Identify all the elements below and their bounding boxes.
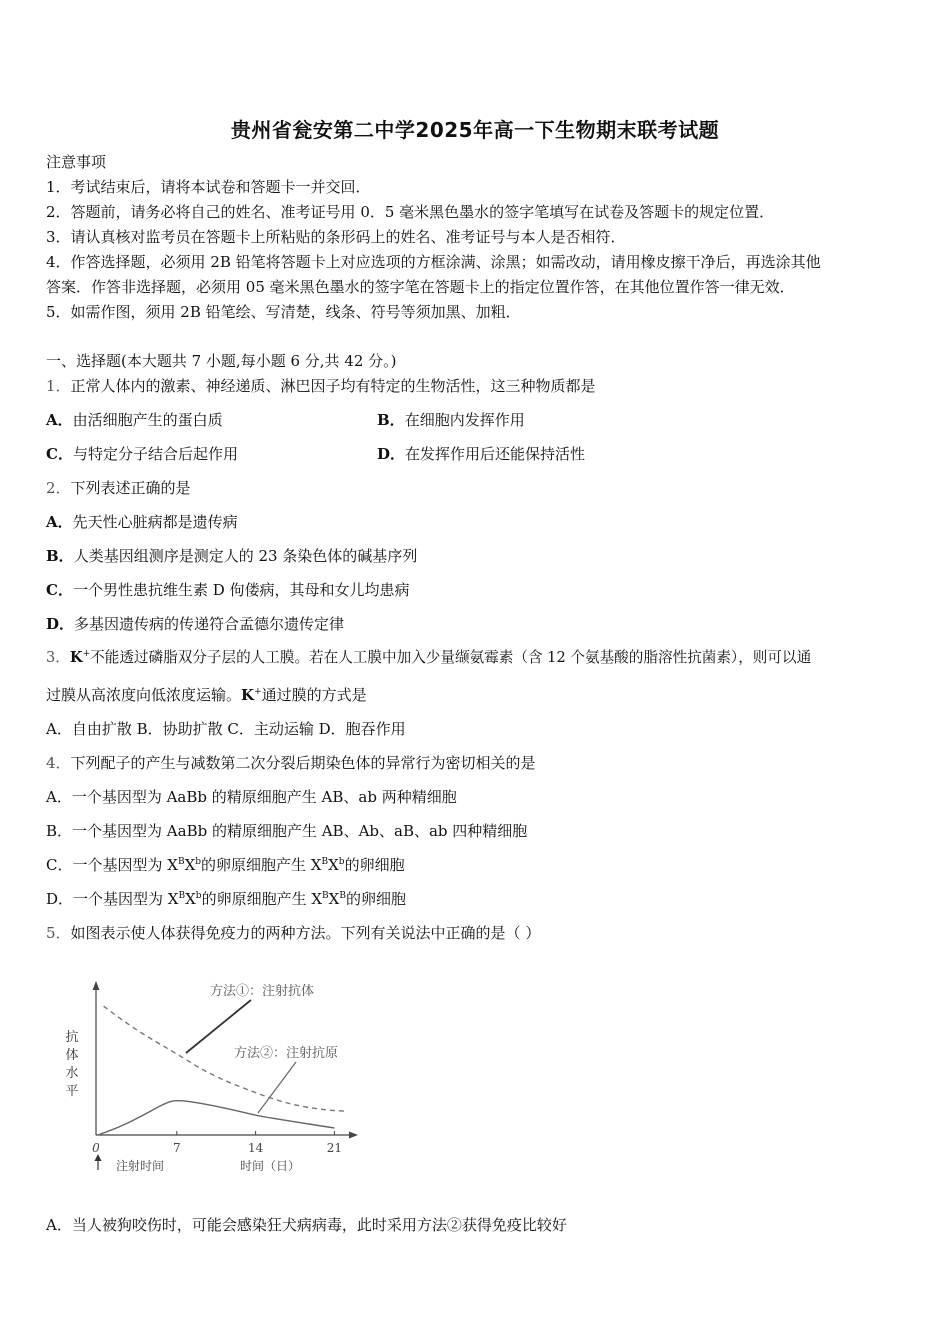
- question-number: 2．: [46, 479, 71, 497]
- option-text: 人类基因组测序是测定人的 23 条染色体的碱基序列: [73, 547, 418, 565]
- notice-item: 2．答题前，请务必将自己的姓名、准考证号用 0．5 毫米黑色墨水的签字笔填写在试卷及答题卡的规定位置．: [46, 203, 775, 221]
- genotype-x: X: [328, 856, 339, 874]
- immunity-chart: [46, 975, 376, 1175]
- x-axis-arrow: [349, 1132, 358, 1139]
- x-tick-label: 21: [326, 1141, 343, 1155]
- question-text: 过膜从高浓度向低浓度运输。: [46, 686, 242, 704]
- option-b: [46, 546, 417, 566]
- option-d: [46, 889, 406, 909]
- potassium-symbol: K: [69, 649, 83, 666]
- question-5-stem: [46, 923, 540, 943]
- option-text: 先天性心脏病都是遗传病: [72, 513, 238, 531]
- option-text: 在发挥作用后还能保持活性: [405, 445, 586, 463]
- question-text: 正常人体内的激素、神经递质、淋巴因子均有特定的生物活性，这三种物质都是: [70, 377, 596, 395]
- option-c: [46, 580, 410, 600]
- genotype-x: X: [185, 890, 196, 908]
- notice-item: 1．考试结束后，请将本试卷和答题卡一并交回．: [46, 178, 371, 196]
- potassium-charge: +: [82, 649, 91, 659]
- legend-antibody: 方法①：注射抗体: [210, 984, 315, 999]
- option-text: 的卵细胞: [344, 856, 405, 874]
- question-2-stem: [46, 478, 191, 498]
- option-text: C．一个基因型为: [46, 856, 168, 874]
- option-a: [46, 410, 223, 430]
- question-number: 4．: [46, 754, 71, 772]
- option-text: 多基因遗传病的传递符合孟德尔遗传定律: [74, 615, 345, 633]
- question-3-stem-cont: [46, 685, 367, 705]
- question-number: 1．: [46, 377, 71, 395]
- option-label: A．: [46, 411, 73, 429]
- potassium-symbol: K: [241, 686, 255, 704]
- option-label: B．: [46, 547, 74, 565]
- option-a: [46, 512, 238, 532]
- option-text: 的卵细胞: [345, 890, 406, 908]
- page-title: 贵州省瓮安第二中学2025年高一下生物期末联考试题: [230, 118, 720, 142]
- x-tick-label: 14: [247, 1141, 264, 1155]
- allele-sup: b: [195, 857, 202, 867]
- genotype-x: X: [311, 890, 323, 908]
- question-3-options: A．自由扩散 B．协助扩散 C．主动运输 D．胞吞作用: [46, 720, 406, 738]
- question-number: 5．: [46, 924, 71, 942]
- genotype-x: X: [184, 856, 196, 874]
- question-5-option-a: A．当人被狗咬伤时，可能会感染狂犬病病毒，此时采用方法②获得免疫比较好: [46, 1216, 567, 1234]
- allele-sup: b: [338, 857, 345, 867]
- potassium-charge: +: [254, 687, 262, 697]
- option-label: C．: [46, 445, 73, 463]
- y-axis-label-char: 平: [65, 1084, 79, 1099]
- allele-sup: B: [321, 857, 329, 867]
- question-number: 3．: [46, 649, 70, 666]
- option-text: 的卵原细胞产生: [201, 890, 312, 908]
- allele-sup: B: [322, 891, 329, 901]
- annotation-pointer-2: [258, 1062, 296, 1113]
- genotype-x: X: [167, 890, 179, 908]
- option-b: [377, 410, 525, 430]
- option-c: [46, 855, 405, 875]
- injection-label: 注射时间: [116, 1159, 165, 1173]
- option-label: D．: [46, 615, 75, 633]
- allele-sup: b: [195, 891, 202, 901]
- option-d: [377, 444, 585, 464]
- option-d: [46, 614, 344, 634]
- question-4-stem: [46, 753, 536, 773]
- notice-item: 5．如需作图，须用 2B 铅笔绘、写清楚，线条、符号等须加黑、加粗．: [46, 303, 521, 321]
- injection-arrow-head: [95, 1154, 102, 1161]
- y-axis-label-char: 水: [65, 1066, 79, 1081]
- genotype-x: X: [328, 890, 340, 908]
- question-text: 下列表述正确的是: [70, 479, 191, 497]
- genotype-x: X: [310, 856, 322, 874]
- legend-antigen: 方法②：注射抗原: [234, 1046, 339, 1061]
- y-axis-label-char: 抗: [65, 1030, 79, 1045]
- option-text: D．一个基因型为: [46, 890, 168, 908]
- x-tick-label: 0: [92, 1141, 100, 1155]
- genotype-x: X: [167, 856, 178, 874]
- y-axis-label-char: 体: [65, 1048, 79, 1063]
- option-text: 在细胞内发挥作用: [404, 411, 525, 429]
- question-text: 不能透过磷脂双分子层的人工膜。若在人工膜中加入少量缬氨霉素（含 12 个氨基酸的脂溶性抗菌素），则可以通: [90, 649, 812, 666]
- option-label: D．: [377, 445, 406, 463]
- x-axis-label: 时间（日）: [240, 1159, 301, 1173]
- option-c: [46, 444, 238, 464]
- question-text: 下列配子的产生与减数第二次分裂后期染色体的异常行为密切相关的是: [70, 754, 536, 772]
- notice-item: 答案．作答非选择题，必须用 05 毫米黑色墨水的签字笔在答题卡上的指定位置作答，在其他位置作答一律无效．: [46, 278, 795, 296]
- option-a: A．一个基因型为 AaBb 的精原细胞产生 AB、ab 两种精细胞: [46, 788, 457, 806]
- y-axis-arrow: [93, 981, 100, 990]
- question-1-stem: [46, 376, 596, 396]
- allele-sup: B: [177, 857, 185, 867]
- allele-sup: B: [339, 891, 346, 901]
- option-text: 由活细胞产生的蛋白质: [72, 411, 223, 429]
- allele-sup: B: [178, 891, 186, 901]
- x-tick-label: 7: [172, 1141, 181, 1155]
- y-axis-label: [65, 1029, 78, 1099]
- option-label: B．: [377, 411, 405, 429]
- option-label: A．: [46, 513, 73, 531]
- option-text: 的卵原细胞产生: [201, 856, 311, 874]
- option-text: 与特定分子结合后起作用: [72, 445, 238, 463]
- notice-item: 3．请认真核对监考员在答题卡上所粘贴的条形码上的姓名、准考证号与本人是否相符．: [46, 228, 626, 246]
- option-text: 一个男性患抗维生素 D 佝偻病，其母和女儿均患病: [72, 581, 410, 599]
- question-text: 如图表示使人体获得免疫力的两种方法。下列有关说法中正确的是（ ）: [70, 924, 541, 942]
- notice-item: 4．作答选择题，必须用 2B 铅笔将答题卡上对应选项的方框涂满、涂黑；如需改动，请用橡皮擦干净后，再选涂其他: [46, 253, 821, 271]
- section-heading: 一、选择题(本大题共 7 小题,每小题 6 分,共 42 分。): [46, 352, 397, 370]
- option-label: C．: [46, 581, 73, 599]
- question-3-stem: [46, 648, 811, 668]
- option-b: B．一个基因型为 AaBb 的精原细胞产生 AB、Ab、aB、ab 四种精细胞: [46, 822, 528, 840]
- notice-heading: 注意事项: [46, 153, 107, 171]
- question-text: 通过膜的方式是: [261, 686, 367, 704]
